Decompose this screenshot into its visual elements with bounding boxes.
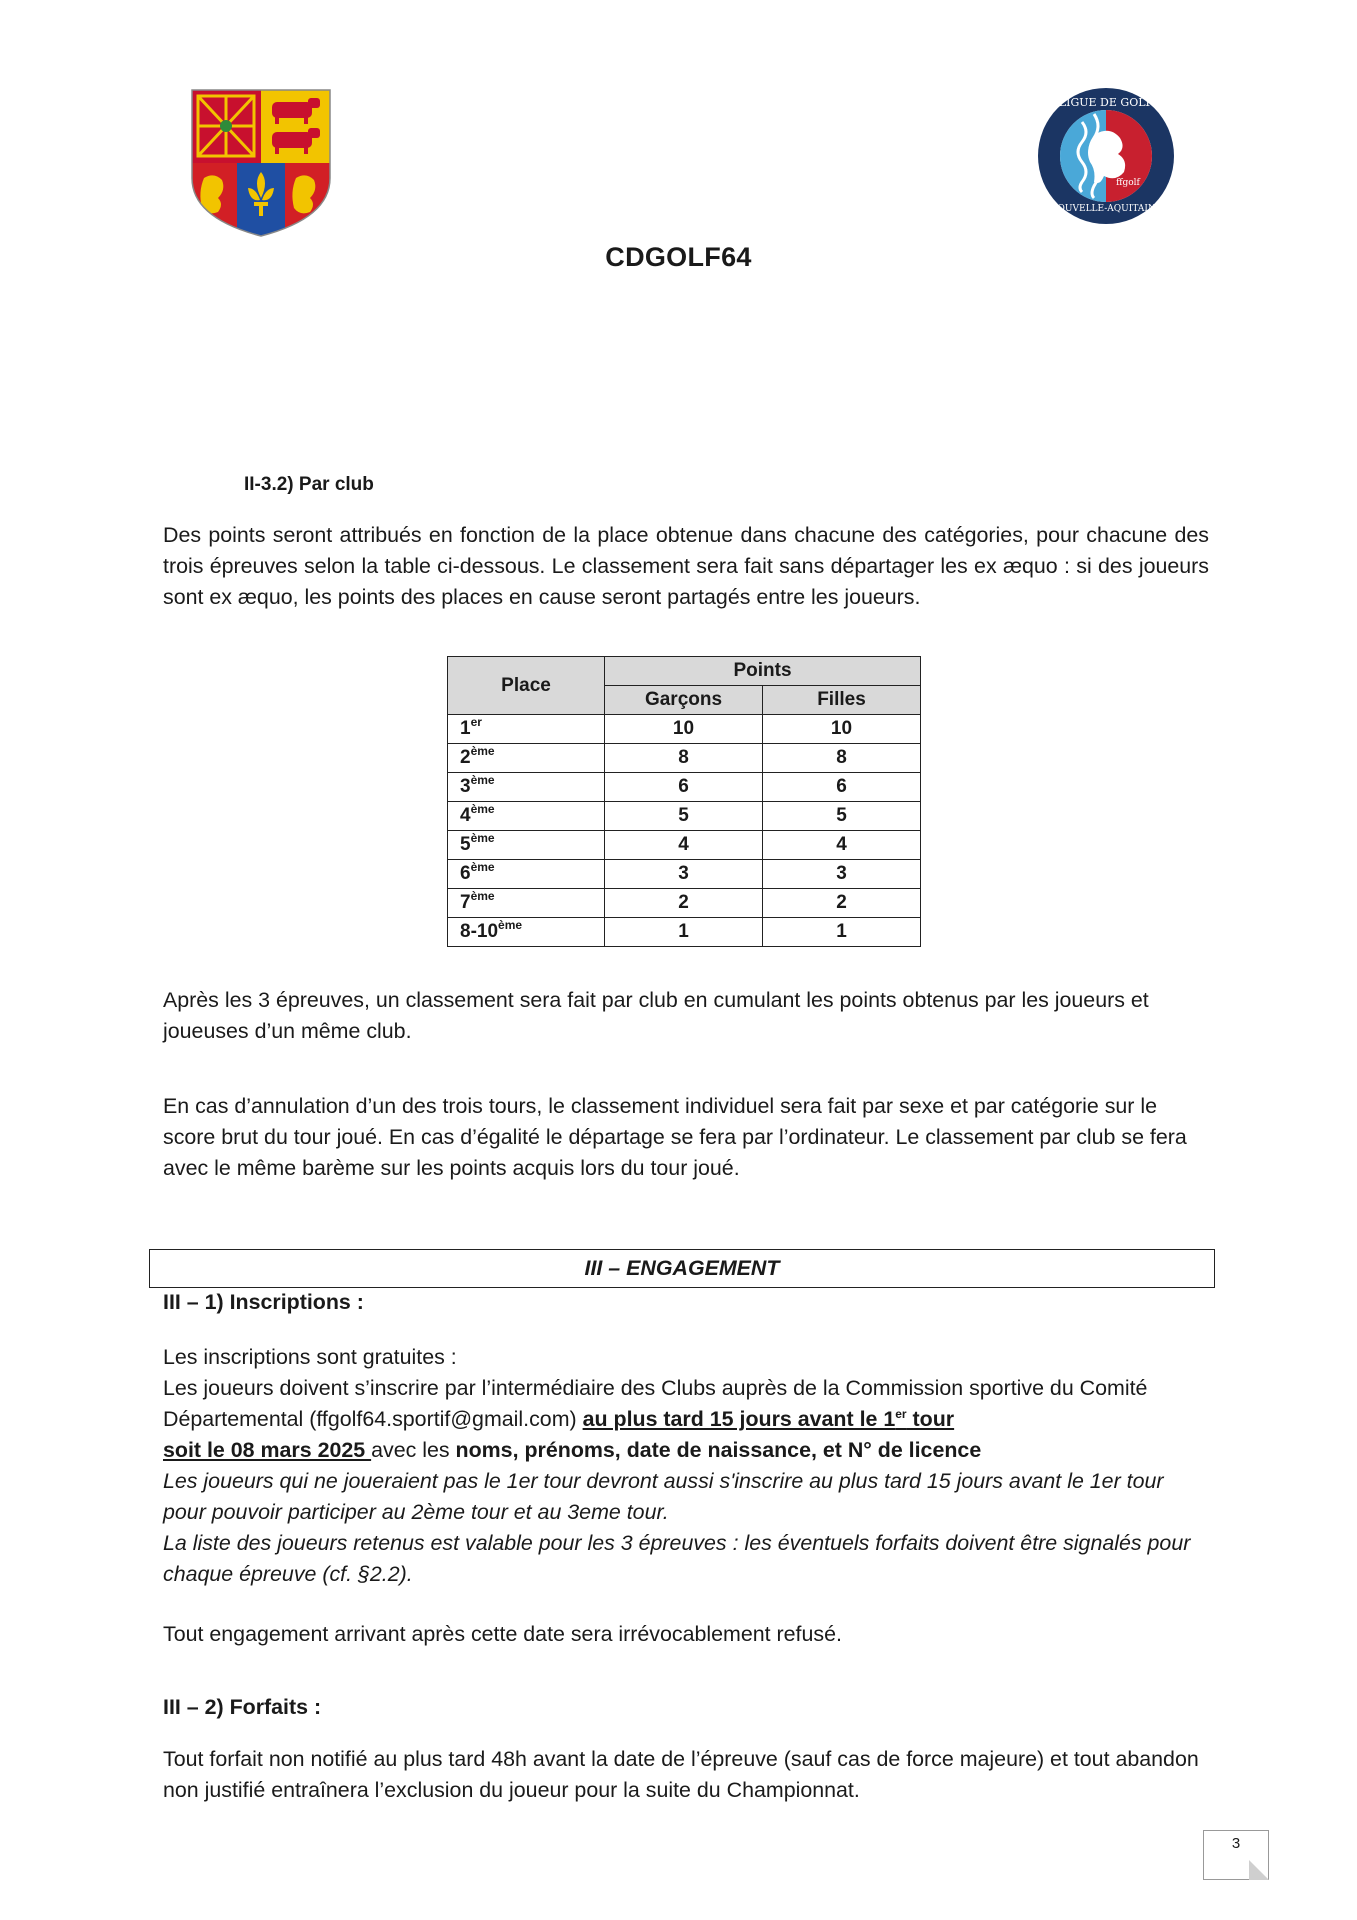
boys-points-cell: 10 bbox=[605, 715, 763, 744]
table-row bbox=[448, 744, 921, 773]
heading-forfaits: III – 2) Forfaits : bbox=[163, 1695, 322, 1719]
table-row bbox=[448, 802, 921, 831]
ligue-golf-logo bbox=[1036, 86, 1176, 226]
inscriptions-block bbox=[163, 1342, 1209, 1590]
girls-points-cell: 8 bbox=[763, 744, 921, 773]
table-header-points: Points bbox=[605, 657, 921, 686]
required-info: noms, prénoms, date de naissance, et N° de licence bbox=[455, 1438, 982, 1462]
paragraph-cancellation: En cas d’annulation d’un des trois tours, le classement individuel sera fait par sexe et par catégorie sur le score brut du tour joué. En cas d’égalité le départage se fera par l’ordinateur. Le classement par club se fera avec le même barème sur les points acquis lors du tour joué. bbox=[163, 1094, 1187, 1180]
page-title: CDGOLF64 bbox=[605, 242, 752, 272]
boys-points-cell: 2 bbox=[605, 889, 763, 918]
heading-inscriptions: III – 1) Inscriptions : bbox=[163, 1290, 364, 1314]
italic-note-player-list: La liste des joueurs retenus est valable pour les 3 épreuves : les éventuels forfaits doivent être signalés pour chaque épreuve (cf. §2.2). bbox=[163, 1531, 1191, 1586]
girls-points-cell: 1 bbox=[763, 918, 921, 947]
section-title-engagement: III – ENGAGEMENT bbox=[149, 1249, 1215, 1288]
place-cell: 4ème bbox=[448, 802, 605, 831]
table-row bbox=[448, 889, 921, 918]
table-row bbox=[448, 918, 921, 947]
paragraph-late-entries: Tout engagement arrivant après cette date sera irrévocablement refusé. bbox=[163, 1622, 842, 1646]
page-number: 3 bbox=[1203, 1830, 1269, 1880]
girls-points-cell: 10 bbox=[763, 715, 921, 744]
deadline-date: soit le 08 mars 2025 bbox=[163, 1438, 372, 1462]
place-cell: 5ème bbox=[448, 831, 605, 860]
table-header-boys: Garçons bbox=[605, 686, 763, 715]
paragraph-forfaits: Tout forfait non notifié au plus tard 48h avant la date de l’épreuve (sauf cas de force majeure) et tout abandon non justifié entraînera l’exclusion du joueur pour la suite du Championnat. bbox=[163, 1747, 1199, 1802]
boys-points-cell: 8 bbox=[605, 744, 763, 773]
place-cell: 6ème bbox=[448, 860, 605, 889]
paragraph-points-attribution: Des points seront attribués en fonction de la place obtenue dans chacune des catégories, pour chacune des trois épreuves selon la table ci-dessous. Le classement sera fait sans départager les ex æquo : si des joueurs sont ex æquo, les points des places en cause seront partagés entre les joueurs. bbox=[163, 523, 1209, 609]
logo-bottom-text: NOUVELLE-AQUITAINE bbox=[1049, 204, 1163, 214]
boys-points-cell: 5 bbox=[605, 802, 763, 831]
table-row bbox=[448, 831, 921, 860]
boys-points-cell: 3 bbox=[605, 860, 763, 889]
deadline-text: au plus tard 15 jours avant le 1er tour bbox=[582, 1407, 955, 1431]
coat-of-arms-logo bbox=[190, 88, 332, 238]
points-table bbox=[447, 656, 921, 947]
inscriptions-date-line: soit le 08 mars 2025 avec les noms, prénoms, date de naissance, et N° de licence bbox=[163, 1438, 982, 1462]
girls-points-cell: 4 bbox=[763, 831, 921, 860]
logo-top-text: LIGUE DE GOLF bbox=[1058, 96, 1154, 109]
boys-points-cell: 4 bbox=[605, 831, 763, 860]
place-cell: 1er bbox=[448, 715, 605, 744]
table-header-girls: Filles bbox=[763, 686, 921, 715]
place-cell: 8-10ème bbox=[448, 918, 605, 947]
girls-points-cell: 5 bbox=[763, 802, 921, 831]
inscriptions-free-line: Les inscriptions sont gratuites : bbox=[163, 1345, 457, 1369]
inscriptions-procedure: Les joueurs doivent s’inscrire par l’intermédiaire des Clubs auprès de la Commission sportive du Comité Départemental (ffgolf64.sportif@gmail.com) au plus tard 15 jours avant le 1er tour bbox=[163, 1376, 1148, 1431]
table-row bbox=[448, 860, 921, 889]
place-cell: 3ème bbox=[448, 773, 605, 802]
italic-note-first-round: Les joueurs qui ne joueraient pas le 1er tour devront aussi s'inscrire au plus tard 15 jours avant le 1er tour pour pouvoir participer au 2ème tour et au 3eme tour. bbox=[163, 1469, 1164, 1524]
page-curl-decoration bbox=[1249, 1860, 1269, 1880]
table-row bbox=[448, 773, 921, 802]
girls-points-cell: 6 bbox=[763, 773, 921, 802]
logo-brand-text: ffgolf bbox=[1116, 178, 1140, 188]
section-heading-par-club: II-3.2) Par club bbox=[244, 474, 374, 495]
place-cell: 2ème bbox=[448, 744, 605, 773]
boys-points-cell: 6 bbox=[605, 773, 763, 802]
table-row bbox=[448, 715, 921, 744]
boys-points-cell: 1 bbox=[605, 918, 763, 947]
table-header-place: Place bbox=[448, 657, 605, 715]
place-cell: 7ème bbox=[448, 889, 605, 918]
girls-points-cell: 3 bbox=[763, 860, 921, 889]
paragraph-club-ranking: Après les 3 épreuves, un classement sera fait par club en cumulant les points obtenus par les joueurs et joueuses d’un même club. bbox=[163, 988, 1149, 1043]
girls-points-cell: 2 bbox=[763, 889, 921, 918]
